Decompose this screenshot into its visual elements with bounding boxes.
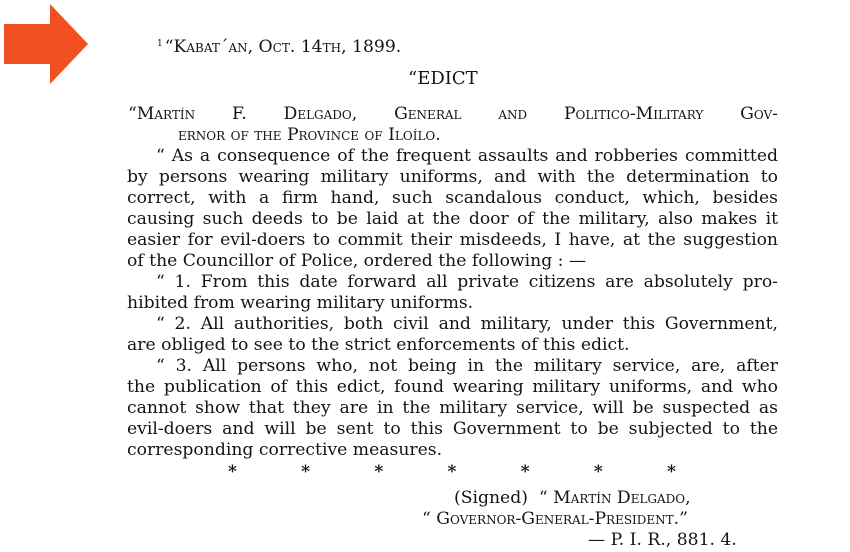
body-line: easier for evil-doers to commit their misdeeds, I have, at the suggestion xyxy=(127,230,778,250)
right-arrow-icon xyxy=(4,4,88,84)
body-line: corresponding corrective measures. xyxy=(127,440,443,460)
body-line: “ 3. All persons who, not being in the military service, are, after xyxy=(156,356,778,376)
star: * xyxy=(447,462,457,482)
signature-line-1 xyxy=(454,488,691,509)
body-line: correct, with a firm hand, such scandalous conduct, which, besides xyxy=(127,188,778,208)
heading-line-2: ernor of the Province of Iloílo. xyxy=(178,125,441,145)
signer-name: “ Martín Delgado, xyxy=(538,488,691,508)
star: * xyxy=(374,462,384,482)
star: * xyxy=(228,462,237,482)
ellipsis-stars xyxy=(228,462,676,482)
source-reference: — P. I. R., 881. 4. xyxy=(588,530,737,550)
body-line: “ As a consequence of the frequent assaults and robberies committed xyxy=(156,146,778,166)
body-line: the publication of this edict, found wearing military uniforms, and who xyxy=(127,377,778,397)
signed-label: (Signed) xyxy=(454,488,528,508)
footnote-line xyxy=(157,34,401,58)
body-line: “ 1. From this date forward all private citizens are absolutely pro- xyxy=(156,272,778,292)
star: * xyxy=(593,462,603,482)
body-line: causing such deeds to be laid at the door of the military, also makes it xyxy=(127,209,778,229)
star: * xyxy=(520,462,530,482)
body-line: evil-doers and will be sent to this Government to be subjected to the xyxy=(127,419,778,439)
footnote-marker: 1 xyxy=(157,39,163,49)
heading-line-1: “Martín F. Delgado, General and Politico-Military Gov- xyxy=(128,104,778,124)
body-line: “ 2. All authorities, both civil and military, under this Government, xyxy=(156,314,778,334)
star: * xyxy=(301,462,311,482)
body-line: by persons wearing military uniforms, and with the determination to xyxy=(127,167,778,187)
footnote-text: “Kabat´an, Oct. 14th, 1899. xyxy=(164,37,402,57)
arrow-shape xyxy=(4,4,88,84)
body-line: of the Councillor of Police, ordered the following : — xyxy=(127,251,587,271)
edict-title: “EDICT xyxy=(408,68,478,89)
star: * xyxy=(667,462,676,482)
body-line: cannot show that they are in the military service, will be suspected as xyxy=(127,398,778,418)
body-line: are obliged to see to the strict enforcements of this edict. xyxy=(127,335,630,355)
body-line: hibited from wearing military uniforms. xyxy=(127,293,474,313)
signature-line-2: “ Governor-General-President.” xyxy=(422,509,688,529)
